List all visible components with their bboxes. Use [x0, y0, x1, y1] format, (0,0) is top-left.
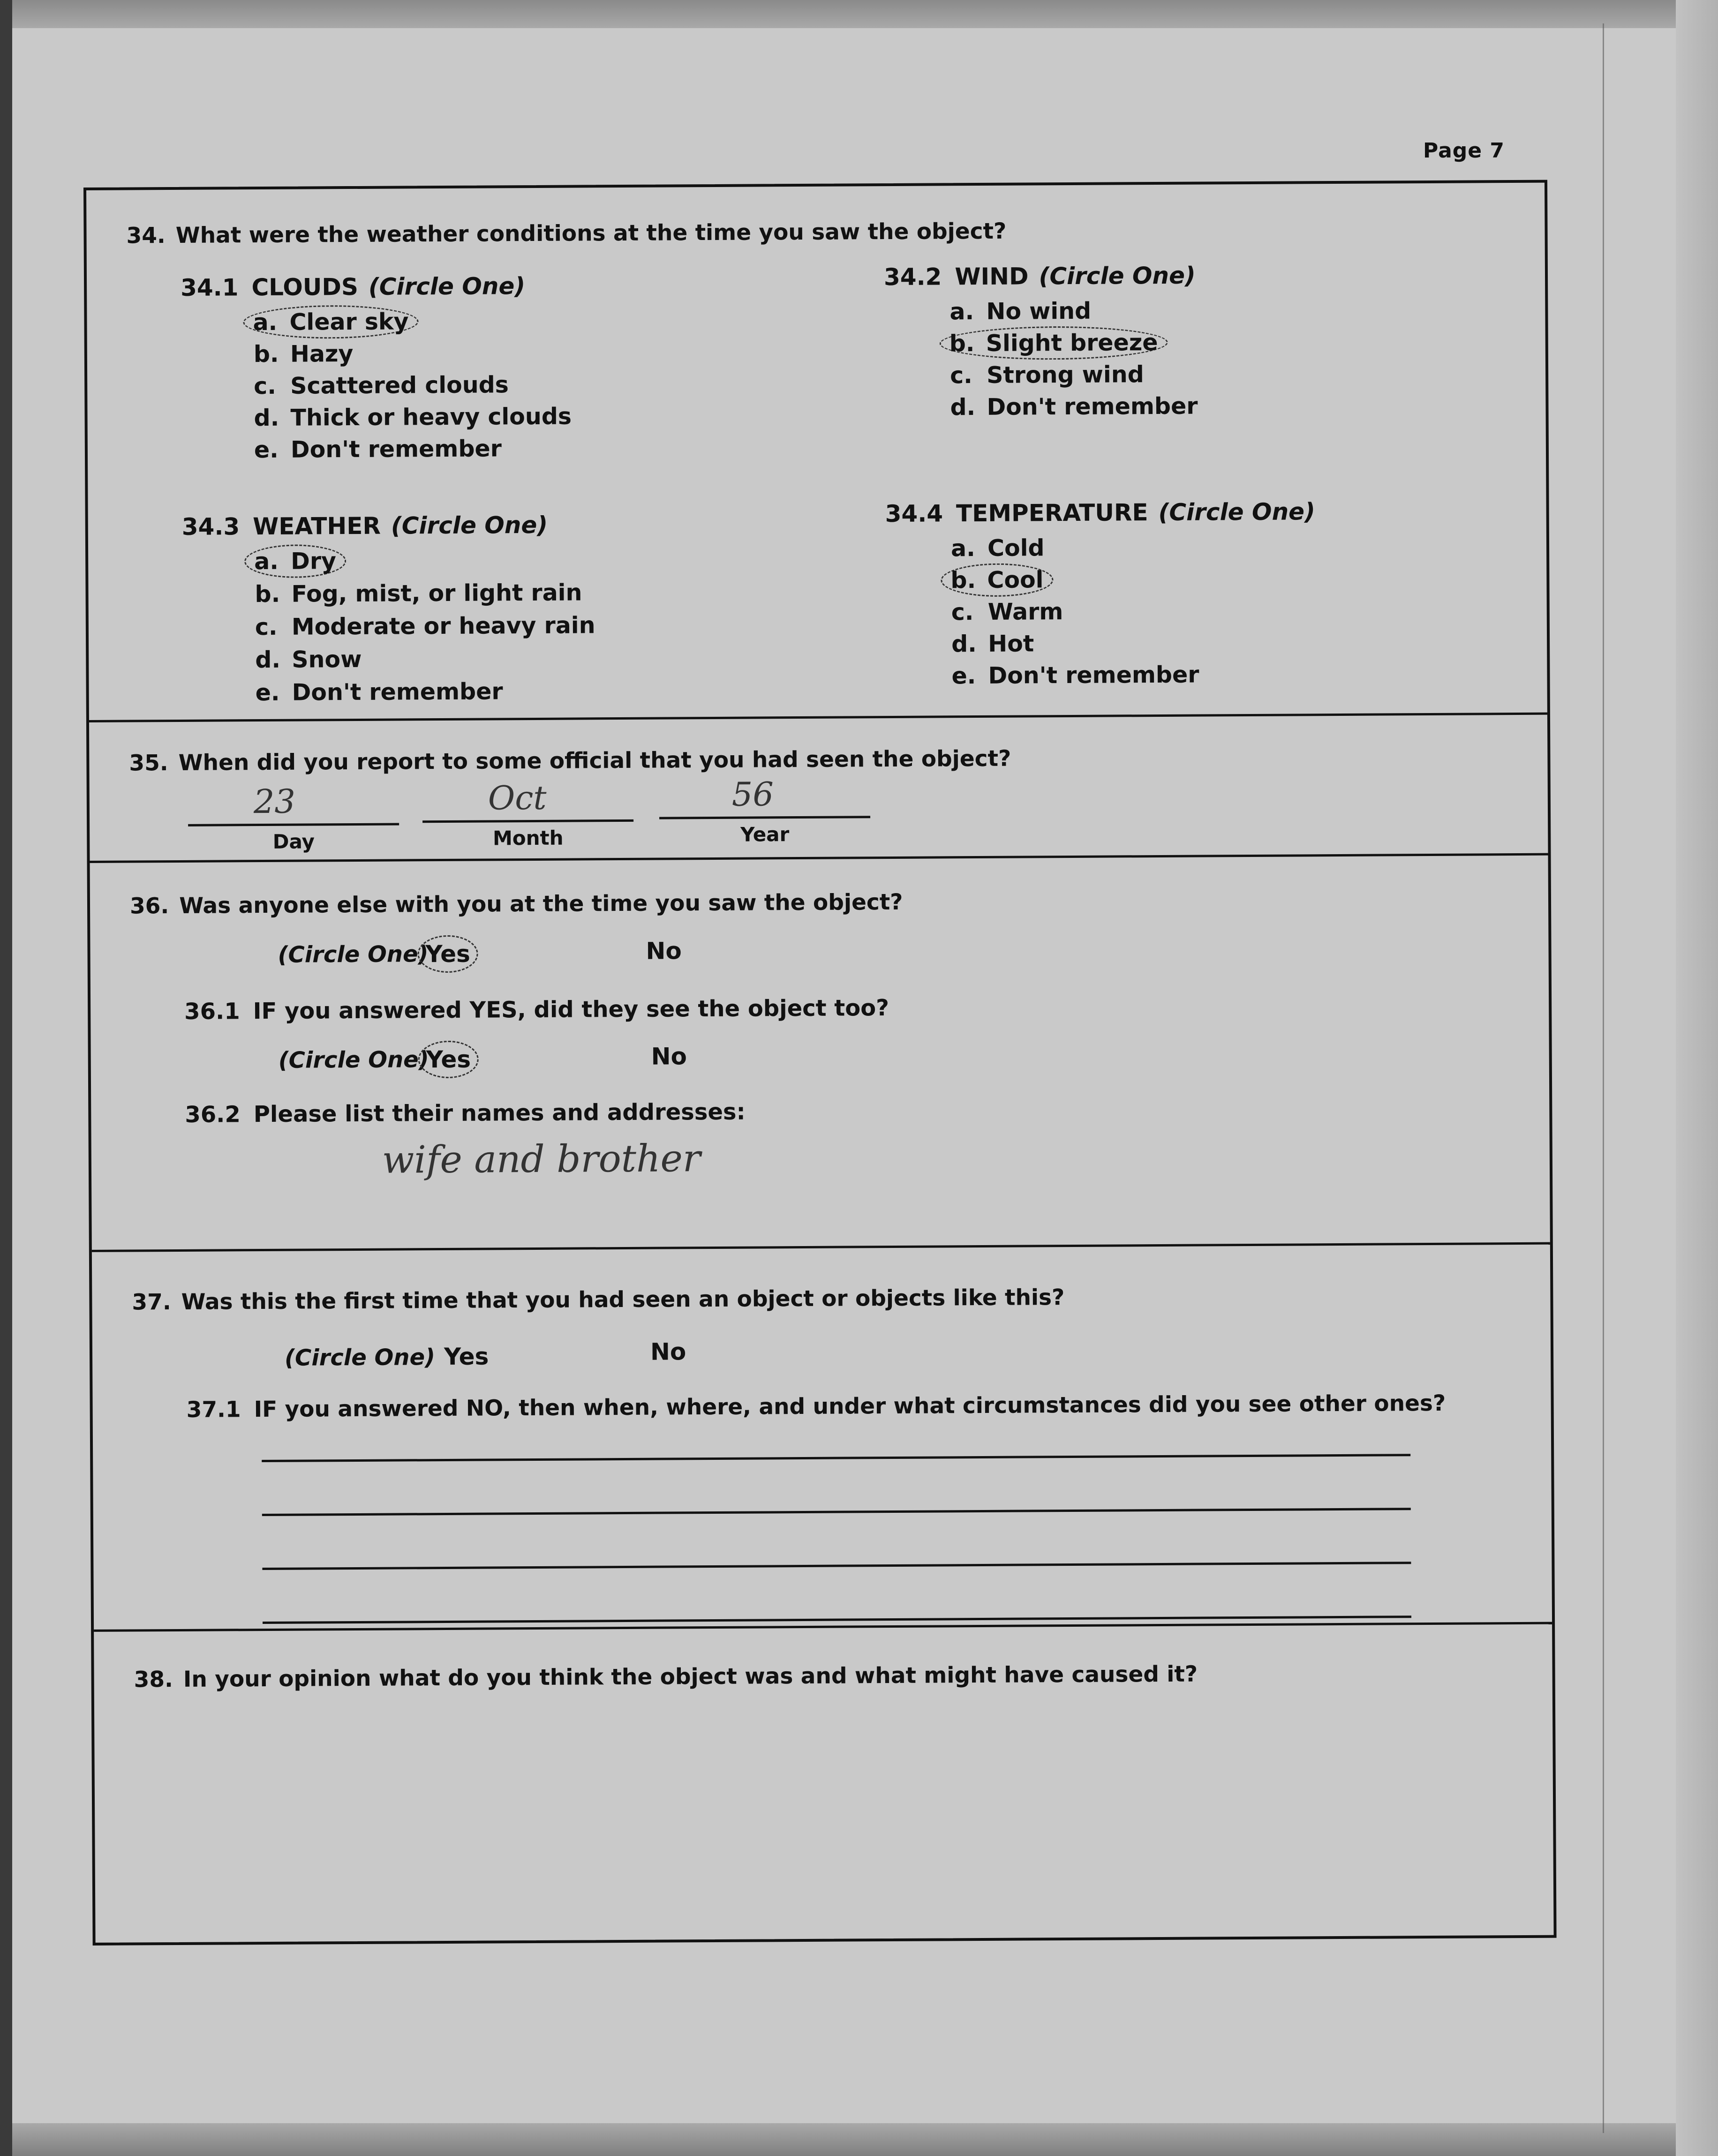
option-text: Thick or heavy clouds	[290, 403, 572, 431]
q37-yes-option[interactable]: Yes	[444, 1343, 489, 1371]
day-value[interactable]: 23	[253, 782, 296, 821]
clouds-heading: 34.1 CLOUDS (Circle One)	[180, 272, 526, 301]
weather-option[interactable]	[255, 612, 595, 640]
option-wrap	[950, 393, 1198, 421]
option-text: Strong wind	[986, 361, 1144, 389]
option-letter: c.	[255, 613, 278, 641]
option-letter: b.	[950, 567, 976, 594]
option-letter: a.	[950, 535, 975, 562]
q37-circle-hint: (Circle One)	[284, 1344, 436, 1371]
option-wrap	[951, 534, 1045, 562]
option-letter: d.	[255, 646, 281, 674]
temperature-option[interactable]	[951, 598, 1063, 625]
weather-option[interactable]	[255, 678, 503, 706]
companions-answer[interactable]: wife and brother	[382, 1136, 701, 1182]
option-letter: b.	[255, 580, 280, 608]
option-text: Moderate or heavy rain	[291, 612, 595, 640]
option-wrap	[951, 598, 1063, 625]
month-label: Month	[492, 826, 564, 850]
option-letter: e.	[255, 679, 280, 706]
option-wrap	[255, 612, 595, 640]
scan-border-left	[0, 0, 12, 2156]
option-letter: b.	[949, 330, 975, 357]
clouds-option[interactable]	[254, 435, 502, 463]
option-wrap	[254, 403, 572, 432]
option-wrap	[949, 298, 1091, 325]
option-text: Don't remember	[988, 661, 1199, 689]
answer-line[interactable]	[262, 1508, 1411, 1516]
option-letter: b.	[253, 340, 279, 368]
option-wrap	[254, 435, 502, 463]
q36-no-option[interactable]: No	[646, 937, 682, 965]
option-letter: a.	[253, 308, 278, 336]
clouds-option[interactable]	[253, 308, 418, 336]
option-text: Dry	[291, 548, 337, 575]
day-field[interactable]	[188, 823, 399, 826]
option-letter: d.	[254, 404, 279, 432]
option-letter: d.	[950, 394, 976, 421]
temperature-heading: 34.4 TEMPERATURE (Circle One)	[885, 498, 1315, 528]
wind-option[interactable]	[950, 329, 1168, 357]
month-field[interactable]	[422, 819, 633, 823]
question-38: 38. In your opinion what do you think the object was and what might have caused it?	[134, 1661, 1198, 1693]
option-text: Clear sky	[289, 308, 409, 336]
paper-edge	[1603, 23, 1604, 2133]
selected-circle-mark	[243, 305, 418, 339]
option-text: Fog, mist, or light rain	[291, 579, 582, 608]
option-letter: a.	[949, 298, 974, 325]
q36-circle-hint: (Circle One)	[278, 941, 429, 968]
answer-line[interactable]	[262, 1562, 1411, 1570]
question-37-1: 37.1 IF you answered NO, then when, where, and under what circumstances did you see other ones?	[186, 1390, 1446, 1423]
option-text: Hot	[987, 630, 1034, 657]
option-text: Cool	[987, 566, 1044, 593]
option-text: Snow	[292, 646, 362, 673]
option-wrap	[951, 661, 1199, 690]
answer-line[interactable]	[263, 1615, 1411, 1624]
option-text: No wind	[986, 297, 1092, 325]
selected-circle-mark	[941, 563, 1053, 597]
option-letter: c.	[951, 599, 974, 626]
question-36: 36. Was anyone else with you at the time you saw the object?	[129, 889, 903, 919]
temperature-option[interactable]	[951, 661, 1199, 690]
selected-circle-mark	[244, 544, 346, 578]
section-q36	[90, 856, 1550, 1252]
day-label: Day	[272, 830, 315, 853]
option-wrap	[255, 579, 582, 608]
option-wrap	[254, 371, 509, 399]
option-text: Don't remember	[292, 678, 503, 706]
scan-border-bottom	[0, 2123, 1718, 2156]
option-wrap	[254, 340, 354, 368]
wind-heading: 34.2 WIND (Circle One)	[883, 262, 1196, 291]
option-letter: e.	[254, 436, 279, 464]
clouds-option[interactable]	[254, 403, 572, 432]
page-number: Page 7	[1423, 139, 1505, 163]
year-value[interactable]: 56	[731, 775, 774, 814]
question-35: 35. When did you report to some official that you had seen the object?	[129, 745, 1011, 776]
option-letter: e.	[951, 662, 976, 690]
option-text: Slight breeze	[986, 329, 1158, 357]
q36-yes-option[interactable]: Yes	[417, 935, 478, 973]
selected-circle-mark	[940, 326, 1168, 361]
option-letter: c.	[254, 372, 277, 400]
clouds-option[interactable]	[254, 371, 509, 399]
q37-no-option[interactable]: No	[650, 1338, 686, 1366]
question-37: 37. Was this the first time that you had seen an object or objects like this?	[132, 1285, 1065, 1315]
scan-border-top	[0, 0, 1718, 28]
questionnaire-form	[83, 180, 1557, 1946]
option-wrap	[255, 646, 362, 673]
question-36-1: 36.1 IF you answered YES, did they see the object too?	[184, 995, 889, 1025]
section-q38	[94, 1624, 1553, 1946]
section-q37	[92, 1245, 1552, 1632]
option-text: Don't remember	[290, 435, 502, 463]
section-q34	[86, 183, 1547, 722]
weather-heading: 34.3 WEATHER (Circle One)	[181, 511, 548, 541]
q36-1-no-option[interactable]: No	[651, 1043, 687, 1070]
temperature-option[interactable]	[951, 534, 1045, 562]
wind-option[interactable]	[949, 298, 1091, 325]
month-value[interactable]: Oct	[488, 778, 547, 818]
weather-option[interactable]	[255, 579, 582, 608]
weather-option[interactable]	[255, 548, 346, 575]
year-label: Year	[740, 823, 790, 846]
option-wrap	[951, 630, 1034, 657]
option-text: Warm	[987, 598, 1063, 625]
q36-1-circle-hint: (Circle One)	[278, 1046, 429, 1074]
q36-1-yes-option[interactable]: Yes	[418, 1041, 479, 1079]
temperature-option[interactable]	[951, 630, 1034, 657]
temperature-option[interactable]	[951, 566, 1053, 593]
option-text: Scattered clouds	[290, 371, 509, 399]
clouds-option[interactable]	[254, 340, 354, 368]
scan-border-right	[1676, 0, 1718, 2156]
option-letter: a.	[254, 548, 279, 575]
wind-option[interactable]	[950, 361, 1144, 389]
option-wrap	[255, 678, 503, 706]
question-36-2: 36.2 Please list their names and addresses:	[185, 1098, 746, 1128]
option-text: Hazy	[290, 340, 354, 368]
year-field[interactable]	[659, 816, 870, 819]
weather-option[interactable]	[255, 646, 362, 673]
option-text: Cold	[987, 534, 1045, 562]
question-34: 34. What were the weather conditions at the time you saw the object?	[126, 218, 1007, 249]
section-q35	[89, 715, 1548, 863]
answer-line[interactable]	[262, 1454, 1410, 1462]
option-letter: c.	[949, 362, 972, 389]
option-wrap	[950, 361, 1144, 389]
option-letter: d.	[951, 631, 977, 658]
wind-option[interactable]	[950, 393, 1198, 421]
option-text: Don't remember	[987, 392, 1198, 421]
